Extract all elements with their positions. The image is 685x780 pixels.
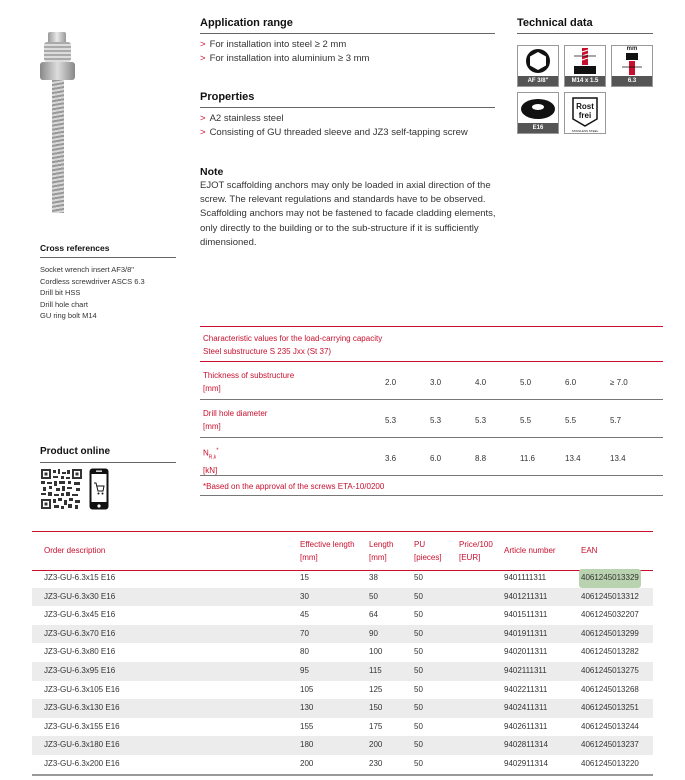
packaging-unit: 50 bbox=[414, 610, 423, 620]
effective-length: 200 bbox=[300, 759, 314, 768]
article-number: 9402011311 bbox=[504, 647, 548, 657]
length: 100 bbox=[369, 647, 383, 657]
packaging-unit: 50 bbox=[414, 628, 423, 638]
packaging-unit: 50 bbox=[414, 703, 423, 713]
order-table-bottom-rule bbox=[32, 774, 653, 776]
order-table-row[interactable] bbox=[32, 606, 653, 625]
article-number: 9402911314 bbox=[504, 759, 548, 768]
length: 175 bbox=[369, 721, 383, 731]
svg-text:frei: frei bbox=[578, 111, 592, 120]
diameter-icon: mm 6.3 bbox=[611, 45, 653, 87]
order-table-row[interactable] bbox=[32, 625, 653, 644]
ean: 4061245013268 bbox=[581, 684, 639, 694]
svg-text:STAINLESS STEEL: STAINLESS STEEL bbox=[571, 129, 599, 133]
application-range bbox=[200, 17, 495, 66]
ean: 4061245013282 bbox=[581, 647, 639, 657]
chevron-right-icon: > bbox=[200, 127, 206, 138]
order-description: JZ3-GU-6.3x130 E16 bbox=[44, 703, 120, 713]
ean: 4061245013329 bbox=[579, 569, 641, 588]
length: 150 bbox=[369, 703, 383, 713]
cross-ref-item[interactable]: GU ring bolt M14 bbox=[40, 311, 97, 320]
effective-length: 180 bbox=[300, 740, 314, 750]
load-table-row: Thickness of substructure [mm] 2.0 3.0 4.0 5.0 6.0 ≥ 7.0 bbox=[200, 363, 663, 400]
effective-length: 105 bbox=[300, 684, 314, 694]
length: 64 bbox=[369, 610, 378, 620]
properties bbox=[200, 91, 495, 140]
mobile-shop-icon[interactable] bbox=[89, 468, 109, 510]
chevron-right-icon: > bbox=[200, 53, 206, 64]
cross-ref-item[interactable]: Drill hole chart bbox=[40, 299, 88, 309]
packaging-unit: 50 bbox=[414, 759, 423, 768]
effective-length: 80 bbox=[300, 647, 309, 657]
order-description: JZ3-GU-6.3x15 E16 bbox=[44, 573, 116, 582]
order-table-row[interactable] bbox=[32, 588, 653, 607]
article-number: 9401511311 bbox=[504, 610, 548, 620]
load-table-footnote: *Based on the approval of the screws ETA-10/0200 bbox=[200, 477, 663, 496]
thread-icon: M14 x 1.5 bbox=[564, 45, 606, 87]
order-description: JZ3-GU-6.3x95 E16 bbox=[44, 666, 116, 675]
packaging-unit: 50 bbox=[414, 684, 423, 694]
article-number: 9402611311 bbox=[504, 721, 548, 731]
length: 90 bbox=[369, 628, 378, 638]
packaging-unit: 50 bbox=[414, 647, 423, 657]
rust-free-icon bbox=[564, 92, 606, 134]
order-description: JZ3-GU-6.3x30 E16 bbox=[44, 591, 116, 601]
qr-code-icon[interactable] bbox=[41, 469, 82, 509]
cross-references-title: Cross references bbox=[40, 243, 176, 258]
ean: 4061245013312 bbox=[581, 591, 639, 601]
cross-ref-item[interactable]: Socket wrench insert AF3/8" bbox=[40, 265, 134, 274]
chevron-right-icon: > bbox=[200, 113, 206, 124]
ean: 4061245013220 bbox=[581, 759, 639, 768]
order-table-row[interactable] bbox=[32, 643, 653, 662]
article-number: 9401211311 bbox=[504, 591, 548, 601]
length: 50 bbox=[369, 591, 378, 601]
article-number: 9401911311 bbox=[504, 628, 548, 638]
packaging-unit: 50 bbox=[414, 573, 423, 582]
order-table-row[interactable] bbox=[32, 662, 653, 681]
order-table-row[interactable] bbox=[32, 736, 653, 755]
note bbox=[200, 166, 500, 250]
hex-drive-icon: AF 3/8" bbox=[517, 45, 559, 87]
order-description: JZ3-GU-6.3x180 E16 bbox=[44, 740, 120, 750]
ean: 4061245013299 bbox=[581, 628, 639, 638]
cross-ref-item[interactable]: Drill bit HSS bbox=[40, 288, 81, 297]
order-table-header: Order description Effective length [mm] Length [mm] PU [pieces] Price/100 [EUR] Article number EAN bbox=[32, 531, 653, 571]
cross-ref-item[interactable]: Cordless screwdriver ASCS 6.3 bbox=[40, 276, 145, 286]
length: 125 bbox=[369, 684, 383, 694]
chevron-right-icon: > bbox=[200, 39, 206, 50]
effective-length: 45 bbox=[300, 610, 309, 620]
product-online bbox=[40, 446, 176, 514]
application-item: > For installation into aluminium ≥ 3 mm bbox=[200, 53, 370, 64]
effective-length: 15 bbox=[300, 573, 309, 582]
packaging-unit: 50 bbox=[414, 591, 423, 601]
ean: 4061245032207 bbox=[581, 610, 639, 620]
washer-icon: E16 bbox=[517, 92, 559, 134]
order-table-row[interactable] bbox=[32, 699, 653, 718]
load-capacity-table bbox=[200, 326, 663, 496]
order-description: JZ3-GU-6.3x45 E16 bbox=[44, 610, 116, 620]
order-table-row[interactable] bbox=[32, 681, 653, 700]
effective-length: 30 bbox=[300, 591, 309, 601]
length: 230 bbox=[369, 759, 383, 768]
application-item: > For installation into steel ≥ 2 mm bbox=[200, 39, 347, 50]
svg-text:Rost: Rost bbox=[576, 102, 594, 111]
article-number: 9402811314 bbox=[504, 740, 548, 750]
cross-references bbox=[40, 243, 176, 322]
technical-data-title: Technical data bbox=[517, 17, 653, 34]
order-table-row[interactable] bbox=[32, 569, 653, 588]
article-number: 9401111311 bbox=[504, 573, 547, 582]
load-table-row: $N_{R,k}^*$ [kN] 3.6 6.0 8.8 11.6 13.4 13.4 bbox=[200, 439, 663, 476]
order-description: JZ3-GU-6.3x80 E16 bbox=[44, 647, 116, 657]
order-table-row[interactable] bbox=[32, 755, 653, 774]
order-description: JZ3-GU-6.3x155 E16 bbox=[44, 721, 120, 731]
note-title: Note bbox=[200, 166, 224, 178]
packaging-unit: 50 bbox=[414, 740, 423, 750]
effective-length: 95 bbox=[300, 666, 309, 675]
property-item: > A2 stainless steel bbox=[200, 113, 284, 124]
technical-data bbox=[517, 17, 653, 34]
order-description: JZ3-GU-6.3x105 E16 bbox=[44, 684, 120, 694]
length: 200 bbox=[369, 740, 383, 750]
packaging-unit: 50 bbox=[414, 721, 423, 731]
article-number: 9402211311 bbox=[504, 684, 548, 694]
ean: 4061245013275 bbox=[581, 666, 639, 675]
order-description: JZ3-GU-6.3x70 E16 bbox=[44, 628, 116, 638]
article-number: 9402411311 bbox=[504, 703, 548, 713]
note-text: EJOT scaffolding anchors may only be loaded in axial direction of the screw. The relevant regulations and standards have to be observed. Scaffolding anchors may not be fastened to facade cladding elements, only directly to the building or to the sub-structure if it is sufficiently dimensioned. bbox=[200, 180, 496, 248]
ean: 4061245013237 bbox=[581, 740, 639, 750]
application-range-title: Application range bbox=[200, 17, 495, 34]
property-item: > Consisting of GU threaded sleeve and JZ3 self-tapping screw bbox=[200, 127, 468, 138]
load-table-row: Drill hole diameter [mm] 5.3 5.3 5.3 5.5 5.5 5.7 bbox=[200, 401, 663, 438]
ean: 4061245013244 bbox=[581, 721, 639, 731]
properties-title: Properties bbox=[200, 91, 495, 108]
packaging-unit: 50 bbox=[414, 666, 423, 675]
article-number: 9402111311 bbox=[504, 666, 547, 675]
order-description: JZ3-GU-6.3x200 E16 bbox=[44, 759, 120, 768]
effective-length: 70 bbox=[300, 628, 309, 638]
product-online-title: Product online bbox=[40, 446, 176, 463]
length: 38 bbox=[369, 573, 378, 582]
ean: 4061245013251 bbox=[581, 703, 639, 713]
order-table-row[interactable] bbox=[32, 718, 653, 737]
load-table-header: Characteristic values for the load-carrying capacity Steel substructure S 235 Jxx (St 37) bbox=[200, 326, 663, 362]
effective-length: 155 bbox=[300, 721, 314, 731]
length: 115 bbox=[369, 666, 382, 675]
effective-length: 130 bbox=[300, 703, 314, 713]
